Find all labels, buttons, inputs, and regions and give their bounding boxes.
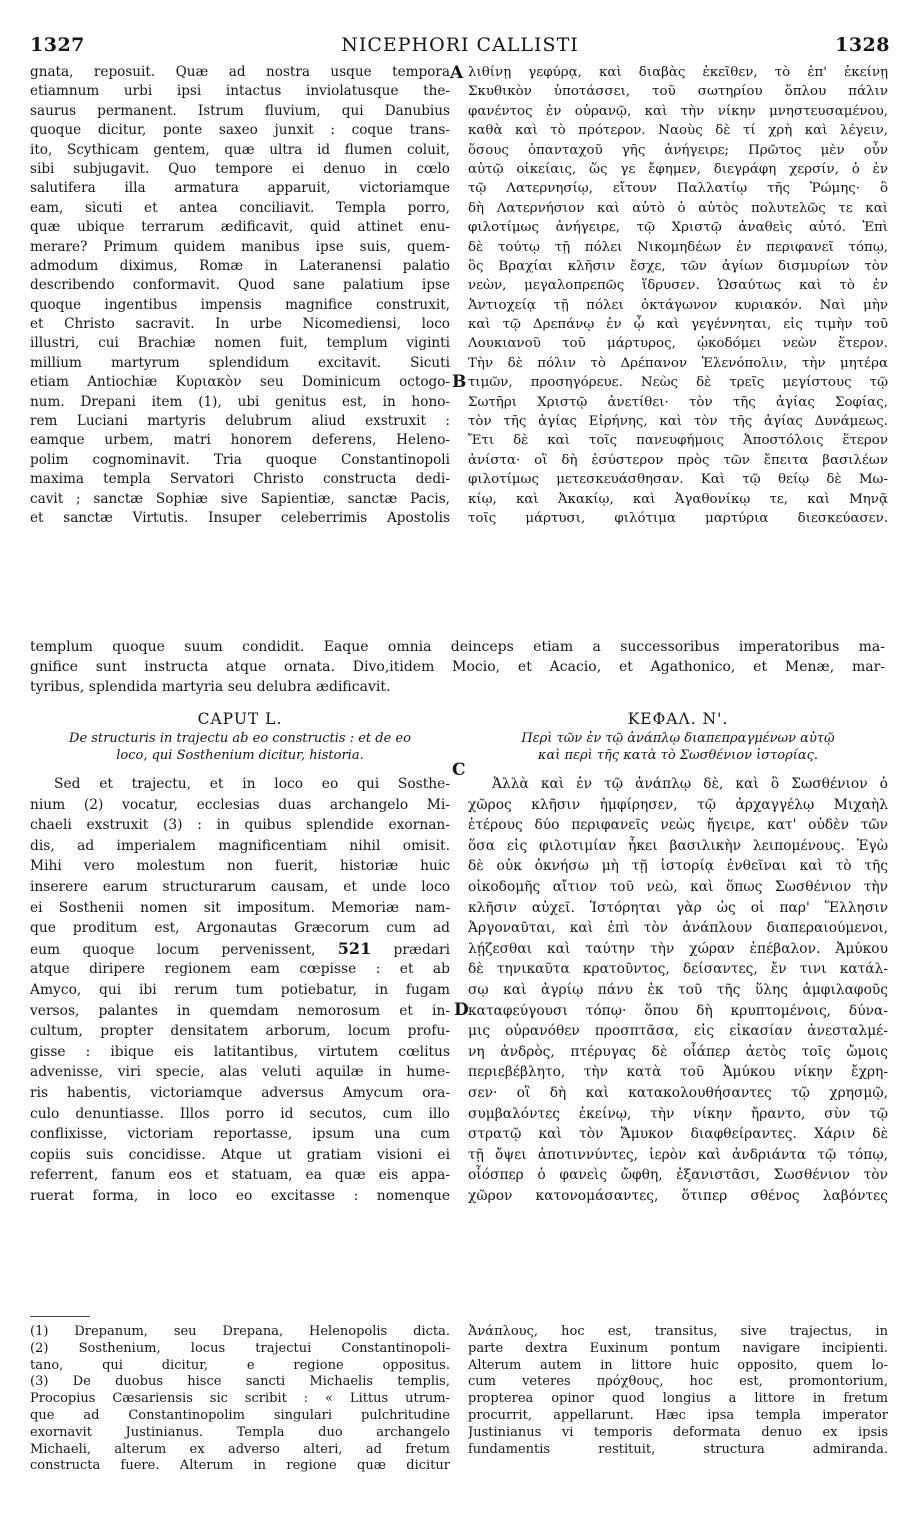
latin-line: inserere earum structurarum causam, et unde loco <box>30 878 450 895</box>
text-line: (1) Drepanum, seu Drepana, Helenopolis dicta. <box>30 1324 450 1339</box>
latin-line-text: eum quoque locum pervenissent, <box>30 941 316 958</box>
text-line: ἀνίστα· οἳ δὴ ἐσύστερον πρὸς τῶν ἔπειτα βασιλέων <box>468 452 888 468</box>
text-line: συμβαλόντες ἐκείνῳ, τὴν νίκην ἤραντο, σὺν τῷ <box>468 1105 888 1122</box>
latin-line: ris habentis, victoriamque adversus Amycum ora- <box>30 1084 450 1101</box>
greek-chapter-body <box>468 774 888 1206</box>
text-line: templum quoque suum condidit. Eaque omnia deinceps etiam a successoribus imperatoribus ma- <box>30 639 885 655</box>
text-line: φιλοτίμως ἀνήγειρε, τῷ Χριστῷ ἀναθεὶς αὐτό. Ἐπὶ <box>468 220 888 236</box>
latin-line: versos, palantes in quemdam nemorosum et in- <box>30 1002 450 1019</box>
text-line: tyribus, splendida martyria seu delubra ædificavit. <box>30 679 391 695</box>
latin-line: dis, ad imperialem magnificentiam nihil omisit. <box>30 837 450 854</box>
text-line: constructa fuere. Alterum in regione quæ dicitur <box>30 1458 450 1474</box>
text-line: (2) Sosthenium, locus trajectui Constantinopoli- <box>30 1340 450 1356</box>
latin-line: ruerat forma, in loco eo excitasse : nomenque <box>30 1187 450 1204</box>
text-line: (3) De duobus hisce sancti Michaelis templis, <box>30 1374 450 1390</box>
latin-line: atque diripere regionem eam cœpisse : et ab <box>30 961 450 978</box>
latin-chapter <box>30 708 450 1206</box>
text-line: κλῆσιν αὐχεῖ. Ἱστόρηται γὰρ ὡς οἱ παρ' Ἕλλησιν <box>468 899 888 916</box>
page-number-left: 1327 <box>30 34 85 56</box>
latin-line: chaeli exstruxit (3) : in quibus splendide exornan- <box>30 817 450 834</box>
running-header <box>30 34 890 58</box>
footnotes-left <box>30 1324 450 1475</box>
latin-line: copiis suis concidisse. Atque ut gratiam visioni ei <box>30 1146 450 1163</box>
latin-line: culo denuntiasse. Illos porro id secutos, cum illo <box>30 1105 450 1122</box>
text-line: maxima templa Servatori Christo constructa dedi- <box>30 471 450 488</box>
text-line: Λουκιανοῦ τοῦ μάρτυρος, ᾠκοδόμει νεὼν ἕτερον. <box>468 336 888 352</box>
margin-marker-a: A <box>450 63 464 83</box>
latin-line-text-after: prædari <box>393 941 450 958</box>
latin-line: gisse : ibique eis latitantibus, virtutem cœlitus <box>30 1043 450 1060</box>
text-line: Τὴν δὲ πόλιν τὸ Δρέπανον Ἑλενόπολιν, τὴν μητέρα <box>468 355 888 371</box>
text-line: etiamnum urbi ipsi intactus inviolatusque the- <box>30 83 450 100</box>
text-line: sibi subjugavit. Quo tempore ei denuo in cœlo <box>30 160 450 177</box>
text-line: admodum diximus, Romæ in Lateranensi palatio <box>30 257 450 274</box>
greek-chapter <box>468 708 888 1206</box>
latin-line: que proditum est, Argonautas Græcorum cum ad <box>30 920 450 937</box>
text-line: Ἀντιοχείᾳ τῇ πόλει ὀκτάγωνον κυριακόν. Ναὶ μὴν <box>468 297 888 313</box>
text-line: polim cognominavit. Tria quoque Constantinopoli <box>30 451 450 468</box>
text-line: illustri, cui Brachiæ nomen fuit, templum viginti <box>30 335 450 352</box>
text-line: tano, qui dicitur, e regione oppositus. <box>30 1357 450 1373</box>
text-line: φιλοτίμως μετεσκευάσθησαν. Καὶ τῷ θείῳ δὲ Μω- <box>468 472 888 488</box>
text-line: Procopius Cæsariensis sic scribit : « Littus utrum- <box>30 1391 450 1407</box>
greek-column-top <box>468 63 888 528</box>
text-line: μις οὐρανόθεν προσπτᾶσα, εἰς εἰκασίαν ἀνεσταλμέ- <box>468 1023 888 1040</box>
latin-line: Sed et trajectu, et in loco eo qui Sosthe- <box>54 776 450 792</box>
text-line: Ἀλλὰ καὶ ἐν τῷ ἀνάπλῳ δὲ, καὶ ὃ Σωσθένιον ὁ <box>492 776 888 792</box>
text-line: millium martyrum splendidum excitavit. Sicuti <box>30 354 450 371</box>
text-line: χῶρον κατονομάσαντες, ὅτιπερ σθένος λαβόντες <box>468 1187 888 1204</box>
text-line: δὲ οὐκ ὀκνήσω μὴ τῇ ἱστορίᾳ ἐνθεῖναι καὶ τὸ τῆς <box>468 858 888 875</box>
text-line: exornavit Justinianus. Templa duo archangelo <box>30 1424 450 1440</box>
latin-chapter-body <box>30 774 450 1206</box>
text-line: δὴ Λατερνήσιον καὶ αὐτὸ ὁ αὐτὸς πολυτελῶς τε καὶ <box>468 200 888 216</box>
text-line: καθὰ καὶ τὸ πρότερον. Ναοὺς δὲ τί χρὴ καὶ λέγειν, <box>468 123 888 139</box>
text-line: cum veteres πρόχθους, hoc est, promontorium, <box>468 1374 888 1390</box>
text-line: νεὼν, μεγαλοπρεπῶς ἵδρυσεν. Ὡσαύτως καὶ τὸ ἐν <box>468 278 888 294</box>
text-line: salutifera illa armatura apparuit, victoriamque <box>30 180 450 197</box>
text-line: καταφεύγουσι τόπῳ· ὅπου δὴ κρυπτομένοις, δύνα- <box>468 1002 888 1019</box>
text-line: οἰκοδομῆς αἴτιον τοῦ νεὼ, καὶ ὅπως Σωσθένιον τὴν <box>468 878 888 895</box>
text-line: φανέντος ἐν οὐρανῷ, καὶ τὴν νίκην μνηστευσαμένου, <box>468 103 888 119</box>
text-line: Ἀνάπλους, hoc est, transitus, sive trajectus, in <box>468 1324 888 1339</box>
footnote-rule <box>30 1316 90 1317</box>
text-line: τιμῶν, προσηγόρευε. Νεὼς δὲ τρεῖς μεγίστους τῷ <box>468 375 888 391</box>
text-line: χῶρος κλῆσιν ἠμφίρησεν, τῷ ἀρχαγγέλῳ Μιχαὴλ <box>468 796 888 813</box>
text-line: describendo conformavit. Quod sane palatium ipse <box>30 277 450 294</box>
text-line: eam, sicuti et antea conciliavit. Templa porro, <box>30 199 450 216</box>
text-line: quoque ingentibus impensis magnifice construxit, <box>30 296 450 313</box>
text-line: Σκυθικὸν ὑποτάσσει, τοῦ σωτηρίου ὅπλου πάλιν <box>468 84 888 100</box>
text-line: etiam Antiochiæ Κυριακὸν seu Dominicum octogo- <box>30 374 450 391</box>
text-line: νη ἀνδρὸς, πτέρυγας δὲ οἷάπερ ἀετὸς τοῖς ὤμοις <box>468 1043 888 1060</box>
text-line: περιεβέβλητο, τὴν κατὰ τοῦ Ἀμύκου νίκην ἔχρη- <box>468 1064 888 1081</box>
footnotes-right <box>468 1324 888 1458</box>
text-line: λιθίνῃ γεφύρᾳ, καὶ διαβὰς ἐκεῖθεν, τὸ ἐπ' ἐκείνῃ <box>468 65 888 80</box>
text-line: que ad Constantinopolim singulari pulchritudine <box>30 1407 450 1423</box>
margin-marker-d: D <box>454 1000 469 1020</box>
chapter-subtitle-latin-1: De structuris in trajectu ab eo constructis : et de eo <box>69 731 411 746</box>
text-line: quoque dicitur, ponte saxeo junxit : coque trans- <box>30 122 450 139</box>
text-line: eamque urbem, matri honorem deferens, Heleno- <box>30 432 450 449</box>
text-line: σεν· οἳ δὴ καὶ κατακολουθήσαντες τῷ χρησμῷ, <box>468 1084 888 1101</box>
margin-marker-c: C <box>452 760 466 780</box>
text-line: procurrit, appellarunt. Hæc ipsa templa imperator <box>468 1407 888 1423</box>
text-line: ὅσα εἰς φιλοτιμίαν ἧκει βασιλικὴν λειπομένους. Ἐγὼ <box>468 837 888 854</box>
latin-column-top <box>30 63 450 528</box>
edition-page-mark: 521 <box>337 938 372 958</box>
chapter-subtitle-greek-2: καὶ περὶ τῆς κατὰ τὸ Σωσθένιον ἱστορίας. <box>537 748 819 763</box>
chapter-subtitle-greek-1: Περὶ τῶν ἐν τῷ ἀνάπλῳ διαπεπραγμένων αὐτῷ <box>521 731 835 746</box>
page-number-right: 1328 <box>835 34 890 56</box>
text-line: propterea opinor quod longius a littore in fretum <box>468 1391 888 1407</box>
text-line: Σωτῆρι Χριστῷ ἀνετίθει· τὸν τῆς ἁγίας Σοφίας, <box>468 394 888 410</box>
running-title: NICEPHORI CALLISTI <box>341 34 579 56</box>
text-line: τὸν τῆς ἁγίας Εἰρήνης, καὶ τὸν τῆς ἁγίας Δυνάμεως. <box>468 414 888 430</box>
text-line: et Christo sacravit. In urbe Nicomediensi, loco <box>30 316 450 333</box>
text-line: rem Luciani martyris delubrum aliud exstruxit : <box>30 413 450 430</box>
latin-line: referrent, fanum eos et statuam, ea quæ eis appa- <box>30 1167 450 1184</box>
text-line: quæ ubique terrarum ædificavit, quid attinet enu- <box>30 219 450 236</box>
latin-line-with-page-mark <box>30 939 450 960</box>
text-line: merare? Primum quidem manibus ipse suis, quem- <box>30 238 450 255</box>
latin-line: Amyco, qui ibi rerum tum potiebatur, in fugam <box>30 981 450 998</box>
text-line: τῇ ὄψει ἀποτιννύντες, ἱερὸν καὶ ἀνδριάντα τῷ τόπῳ, <box>468 1146 888 1163</box>
latin-line: Mihi vero molestum non fuerit, historiæ huic <box>30 858 450 875</box>
text-line: σῳ καὶ ἀγρίῳ πάνυ ἐκ τοῦ τῆς ὕλης ἀμφιλαφοῦς <box>468 981 888 998</box>
text-line: οἷόσπερ ὁ φανεὶς ὤφθη, ἐξανιστᾶσι, Σωσθένιον τὸν <box>468 1167 888 1184</box>
text-line: fundamentis restituit, structura admiranda. <box>468 1441 888 1457</box>
latin-full-width-paragraph <box>30 637 885 697</box>
latin-line: cultum, propter densitatem arborum, locum profu- <box>30 1023 450 1040</box>
chapter-title-greek: ΚΕΦΑΛ. Ν'. <box>627 710 729 728</box>
text-line: λῄζεσθαι καὶ ταύτην τὴν χώραν ἐπέβαλον. Ἀμύκου <box>468 940 888 957</box>
text-line: gnata, reposuit. Quæ ad nostra usque tempora <box>30 64 450 80</box>
text-line: δὲ τηνικαῦτα κρατοῦντος, δείσαντες, ἔν τινι κατάλ- <box>468 961 888 978</box>
text-line: ito, Scythicam gentem, quæ ultra id flumen coluit, <box>30 141 450 158</box>
text-line: gnifice sunt instructa atque ornata. Divo‚itidem Mocio, et Acacio, et Agathonico, et Menæ, mar- <box>30 659 885 675</box>
text-line: saurus permanent. Istrum fluvium, qui Danubius <box>30 102 450 119</box>
text-line: Ἀργοναῦται, καὶ ἐπὶ τὸν ἀνάπλουν διαπεραιούμενοι, <box>468 920 888 937</box>
margin-marker-b: B <box>452 372 467 392</box>
latin-line: conflixisse, victoriam reportasse, ipsum una cum <box>30 1126 450 1143</box>
chapter-subtitle-latin-2: loco, qui Sosthenium dicitur, historia. <box>116 748 364 763</box>
text-line: Michaeli, alterum ex adverso alteri, ad fretum <box>30 1441 450 1457</box>
text-line: τῷ Λατερνησίῳ, εἴτουν Παλλατίῳ τῆς Ῥώμης· ὃ <box>468 181 888 197</box>
text-line: κίῳ, καὶ Ἀκακίῳ, καὶ Ἀγαθονίκῳ τε, καὶ Μηνᾷ <box>468 491 888 507</box>
text-line: et sanctæ Virtutis. Insuper celeberrimis Apostolis <box>30 509 450 526</box>
chapter-title-latin: CAPUT L. <box>197 710 283 728</box>
text-line: δὲ τούτῳ τῇ πόλει Νικομηδέων ἐν περιφανεῖ τόπῳ, <box>468 239 888 255</box>
latin-line: ei Sosthenii nomen sit impositum. Memoriæ nam- <box>30 899 450 916</box>
text-line: ὅσους ὁπανταχοῦ γῆς ἀνήγειρε; Πρῶτος μὲν οὖν <box>468 142 888 158</box>
text-line: parte dextra Euxinum pontum navigare incipienti. <box>468 1340 888 1356</box>
text-line: cavit ; sanctæ Sophiæ sive Sapientiæ, sanctæ Pacis, <box>30 490 450 507</box>
text-line: τοῖς μάρτυσι, φιλότιμα μαρτύρια διεσκεύασεν. <box>468 510 888 526</box>
text-line: Justinianus vi temporis deformata denuo ex ipsis <box>468 1424 888 1440</box>
text-line: Ἔτι δὲ καὶ τοῖς πανευφήμοις Ἀποστόλοις ἕτερον <box>468 433 888 449</box>
text-line: ἑτέρους δύο περιφανεῖς νεὼς ἤγειρε, κατ' οὐδὲν τῶν <box>468 817 888 834</box>
text-line: καὶ τῷ Δρεπάνῳ ἐν ᾧ καὶ γεγέννηται, εἰς τιμὴν τοῦ <box>468 317 888 333</box>
latin-line: nium (2) vocatur, ecclesias duas archangelo Mi- <box>30 796 450 813</box>
text-line: Alterum autem in littore huic opposito, quem lo- <box>468 1357 888 1373</box>
text-line: ὃς Βραχίαι κλῆσιν ἔσχε, τῶν ἁγίων δισμυρίων τὸν <box>468 258 888 274</box>
latin-line: advenisse, viri specie, alas veluti aquilæ in hume- <box>30 1064 450 1081</box>
text-line: num. Drepani item (1), ubi genitus est, in hono- <box>30 393 450 410</box>
text-line: στρατῷ καὶ τὸν Ἄμυκον διαφθείραντες. Χάριν δὲ <box>468 1126 888 1143</box>
text-line: αὐτῷ οἰκείαις, ὥς γε ἔφημεν, διεγράφη χερσίν, ὁ ἐν <box>468 161 888 177</box>
